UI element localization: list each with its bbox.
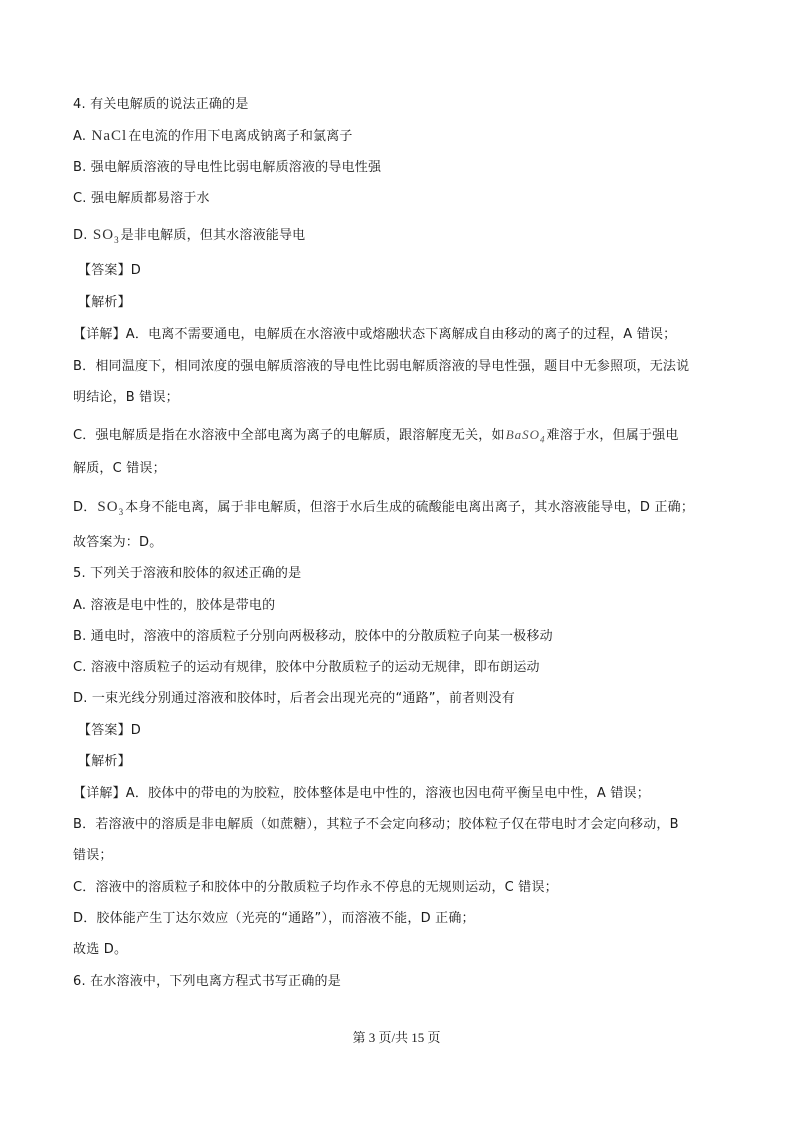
q4-detail-d-pre: D．: [73, 500, 97, 515]
q4-detail-c-post: 难溶于水，但属于强电: [546, 428, 679, 443]
page-number: 第 3 页/共 15 页: [352, 1030, 441, 1045]
q4-detail-c-line2: 解质，C 错误；: [73, 461, 166, 476]
q4-detail-a: 【详解】A．电离不需要通电，电解质在水溶液中或熔融状态下离解成自由移动的离子的过程，A 错误；: [73, 327, 677, 342]
q4-detail-d: [73, 499, 694, 520]
q4-option-a: [73, 128, 353, 145]
formula-subscript: 3: [118, 507, 125, 517]
formula-subscript: 3: [114, 235, 120, 245]
q5-detail-c: C．溶液中的溶质粒子和胶体中的分散质粒子均作永不停息的无规则运动，C 错误；: [73, 880, 558, 895]
q4-option-d-label: D.: [73, 228, 88, 243]
formula-main: SO: [97, 499, 119, 515]
q4-answer: 【答案】D: [78, 263, 142, 278]
q5-detail-a: 【详解】A．胶体中的带电的为胶粒，胶体整体是电中性的，溶液也因电荷平衡呈电中性，A 错误；: [73, 786, 650, 801]
q4-detail-b-line1: B．相同温度下，相同浓度的强电解质溶液的导电性比弱电解质溶液的导电性强，题目中无参照项，无法说: [73, 359, 690, 374]
formula-subscript: 4: [540, 434, 546, 445]
q4-detail-d-formula: [97, 499, 124, 515]
formula-main: BaSO: [505, 427, 541, 442]
q4-option-c: C. 强电解质都易溶于水: [73, 191, 210, 206]
q5-option-a: A. 溶液是电中性的，胶体是带电的: [73, 598, 276, 613]
q4-detail-b-line2: 明结论，B 错误；: [73, 390, 179, 405]
q4-option-a-text: 在电流的作用下电离成钠离子和氯离子: [128, 129, 353, 144]
q5-option-d: D. 一束光线分别通过溶液和胶体时，后者会出现光亮的“通路”，前者则没有: [73, 691, 515, 706]
q4-stem: 4. 有关电解质的说法正确的是: [73, 97, 249, 112]
q5-answer: 【答案】D: [78, 723, 142, 738]
q4-detail-c-pre: C．强电解质是指在水溶液中全部电离为离子的电解质，跟溶解度无关，如: [73, 428, 505, 443]
q4-option-b: B. 强电解质溶液的导电性比弱电解质溶液的导电性强: [73, 160, 382, 175]
q4-option-d-text: 是非电解质，但其水溶液能导电: [120, 228, 306, 243]
q4-option-d: [73, 227, 305, 248]
q4-detail-c-line1: [73, 427, 679, 448]
q4-analysis-heading: 【解析】: [78, 295, 131, 310]
q5-detail-b-line2: 错误；: [73, 848, 113, 863]
q6-stem: 6. 在水溶液中，下列电离方程式书写正确的是: [73, 974, 341, 989]
q4-option-d-formula: [93, 227, 120, 243]
q4-conclusion: 故答案为：D。: [73, 535, 163, 550]
q5-detail-d: D．胶体能产生丁达尔效应（光亮的“通路”），而溶液不能，D 正确；: [73, 911, 475, 926]
q4-detail-c-formula: [505, 427, 546, 445]
q5-option-c: C. 溶液中溶质粒子的运动有规律，胶体中分散质粒子的运动无规律，即布朗运动: [73, 660, 540, 675]
q5-conclusion: 故选 D。: [73, 942, 128, 957]
q5-option-b: B. 通电时，溶液中的溶质粒子分别向两极移动，胶体中的分散质粒子向某一极移动: [73, 629, 553, 644]
q4-detail-d-post: 本身不能电离，属于非电解质，但溶于水后生成的硫酸能电离出离子，其水溶液能导电，D 正确；: [125, 500, 695, 515]
formula-main: SO: [92, 227, 115, 243]
q5-detail-b-line1: B．若溶液中的溶质是非电解质（如蔗糖），其粒子不会定向移动；胶体粒子仅在带电时才会定向移动，B: [73, 817, 679, 832]
q4-option-a-label: A.: [73, 129, 87, 144]
q4-option-a-formula: NaCl: [91, 128, 128, 144]
q5-stem: 5. 下列关于溶液和胶体的叙述正确的是: [73, 566, 302, 581]
q5-analysis-heading: 【解析】: [78, 754, 131, 769]
